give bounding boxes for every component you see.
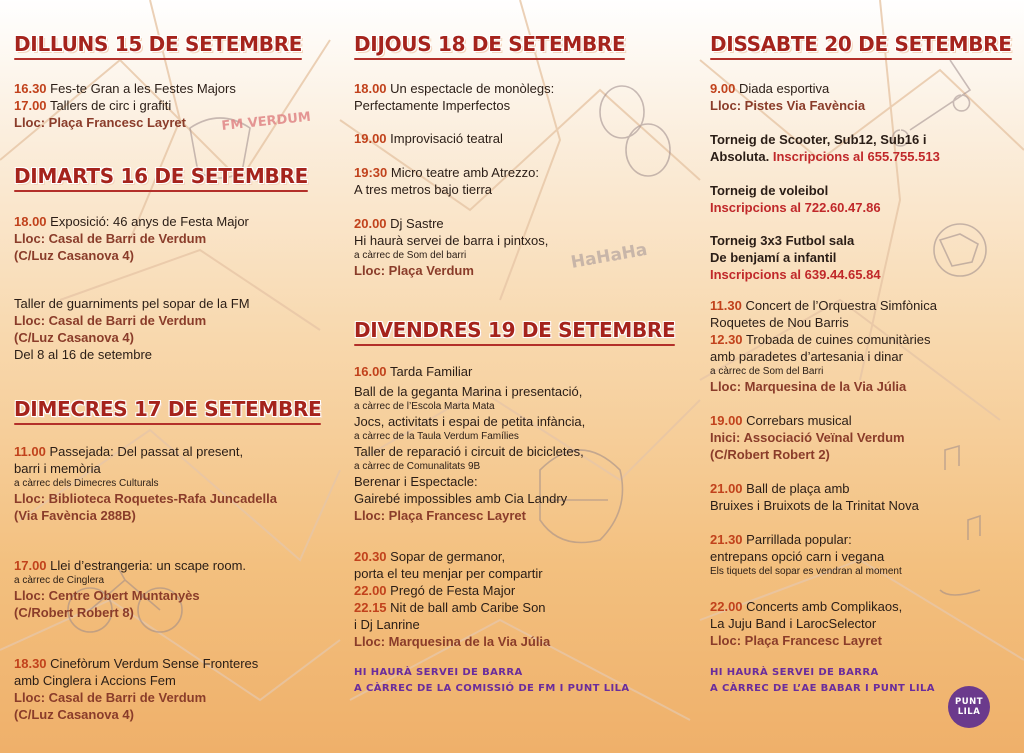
heading-friday: DIVENDRES 19 DE SETEMBRE	[354, 318, 676, 342]
heading-thursday: DIJOUS 18 DE SETEMBRE	[354, 32, 626, 56]
heading-saturday: DISSABTE 20 DE SETEMBRE	[710, 32, 1012, 56]
event-saturday-1130: 11.30 Concert de l’Orquestra Simfònica Roquetes de Nou Barris 12.30 Trobada de cuines comunitàries amb paradetes d’artesania i dinar a càrrec de Som del Barri Lloc: Marquesina de la Via Júlia	[710, 298, 937, 394]
heading-tuesday: DIMARTS 16 DE SETEMBRE	[14, 164, 308, 188]
saturday-bar-notice: HI HAURÀ SERVEI DE BARRA A CÀRREC DE L’AE BABAR I PUNT LILA	[710, 667, 935, 694]
event-thursday-1930: 19:30 Micro teatre amb Atrezzo: A tres metros bajo tierra	[354, 165, 539, 197]
event-wednesday-1100: 11.00 Passejada: Del passat al present, barri i memòria a càrrec dels Dimecres Culturals Lloc: Biblioteca Roquetes-Rafa Juncadella (Via Favència 288B)	[14, 444, 277, 523]
event-thursday-2000: 20.00 Dj Sastre Hi haurà servei de barra i pintxos, a càrrec de Som del barri Lloc: Plaça Verdum	[354, 216, 549, 278]
event-tuesday-workshop: Taller de guarniments pel sopar de la FM Lloc: Casal de Barri de Verdum (C/Luz Casanova 4) Del 8 al 16 de setembre	[14, 296, 250, 362]
event-thursday-1800: 18.00 Un espectacle de monòlegs: Perfectamente Imperfectos	[354, 81, 555, 113]
event-monday-1630: 16.30 Fes-te Gran a les Festes Majors 17.00 Tallers de circ i grafiti Lloc: Plaça Francesc Layret	[14, 81, 236, 130]
event-wednesday-1830: 18.30 Cinefòrum Verdum Sense Fronteres amb Cinglera i Accions Fem Lloc: Casal de Barri de Verdum (C/Luz Casanova 4)	[14, 656, 259, 722]
event-saturday-2200: 22.00 Concerts amb Complikaos, La Juju Band i LarocSelector Lloc: Plaça Francesc Layret	[710, 599, 903, 648]
event-saturday-volleyball: Torneig de voleibol Inscripcions al 722.60.47.86	[710, 183, 881, 215]
event-saturday-1900: 19.00 Correbars musical Inici: Associació Veïnal Verdum (C/Robert Robert 2)	[710, 413, 905, 462]
event-thursday-1900: 19.00 Improvisació teatral	[354, 131, 503, 146]
event-saturday-futsal: Torneig 3x3 Futbol sala De benjamí a infantil Inscripcions al 639.44.65.84	[710, 233, 881, 282]
event-saturday-scooter: Torneig de Scooter, Sub12, Sub16 i Absoluta. Inscripcions al 655.755.513	[710, 132, 940, 164]
event-wednesday-1700: 17.00 Llei d’estrangeria: un scape room. a càrrec de Cinglera Lloc: Centre Obert Muntanyès (C/Robert Robert 8)	[14, 558, 247, 620]
heading-wednesday: DIMECRES 17 DE SETEMBRE	[14, 397, 322, 421]
event-friday-2030: 20.30 Sopar de germanor, porta el teu menjar per compartir 22.00 Pregó de Festa Major 22.15 Nit de ball amb Caribe Son i Dj Lanrine Lloc: Marquesina de la Via Júlia	[354, 549, 551, 649]
friday-bar-notice: HI HAURÀ SERVEI DE BARRA A CÀRREC DE LA COMISSIÓ DE FM I PUNT LILA	[354, 667, 630, 694]
event-saturday-2100: 21.00 Ball de plaça amb Bruixes i Bruixots de la Trinitat Nova	[710, 481, 919, 513]
event-saturday-0900: 9.00 Diada esportiva Lloc: Pistes Via Favència	[710, 81, 866, 113]
event-saturday-2130: 21.30 Parrillada popular: entrepans opció carn i vegana Els tiquets del sopar es vendran al moment	[710, 532, 902, 577]
event-tuesday-1800: 18.00 Exposició: 46 anys de Festa Major Lloc: Casal de Barri de Verdum (C/Luz Casanova 4)	[14, 214, 249, 263]
event-friday-1600: 16.00 Tarda Familiar Ball de la geganta Marina i presentació, a càrrec de l’Escola Marta Mata Jocs, activitats i espai de petita infància, a càrrec de la Taula Verdum Famílies Taller de reparació i circuit de bicicletes, a càrrec de Comunalitats 9B Berenar i Espectacle: Gairebé impossibles amb Cia Landry Lloc: Plaça Francesc Layret	[354, 364, 586, 523]
hahaha-doodle-text: HaHaHa	[569, 239, 649, 273]
fm-verdum-doodle-text: FM VERDUM	[220, 109, 312, 134]
punt-lila-badge: PUNT LILA	[948, 686, 990, 728]
heading-monday: DILLUNS 15 DE SETEMBRE	[14, 32, 303, 56]
